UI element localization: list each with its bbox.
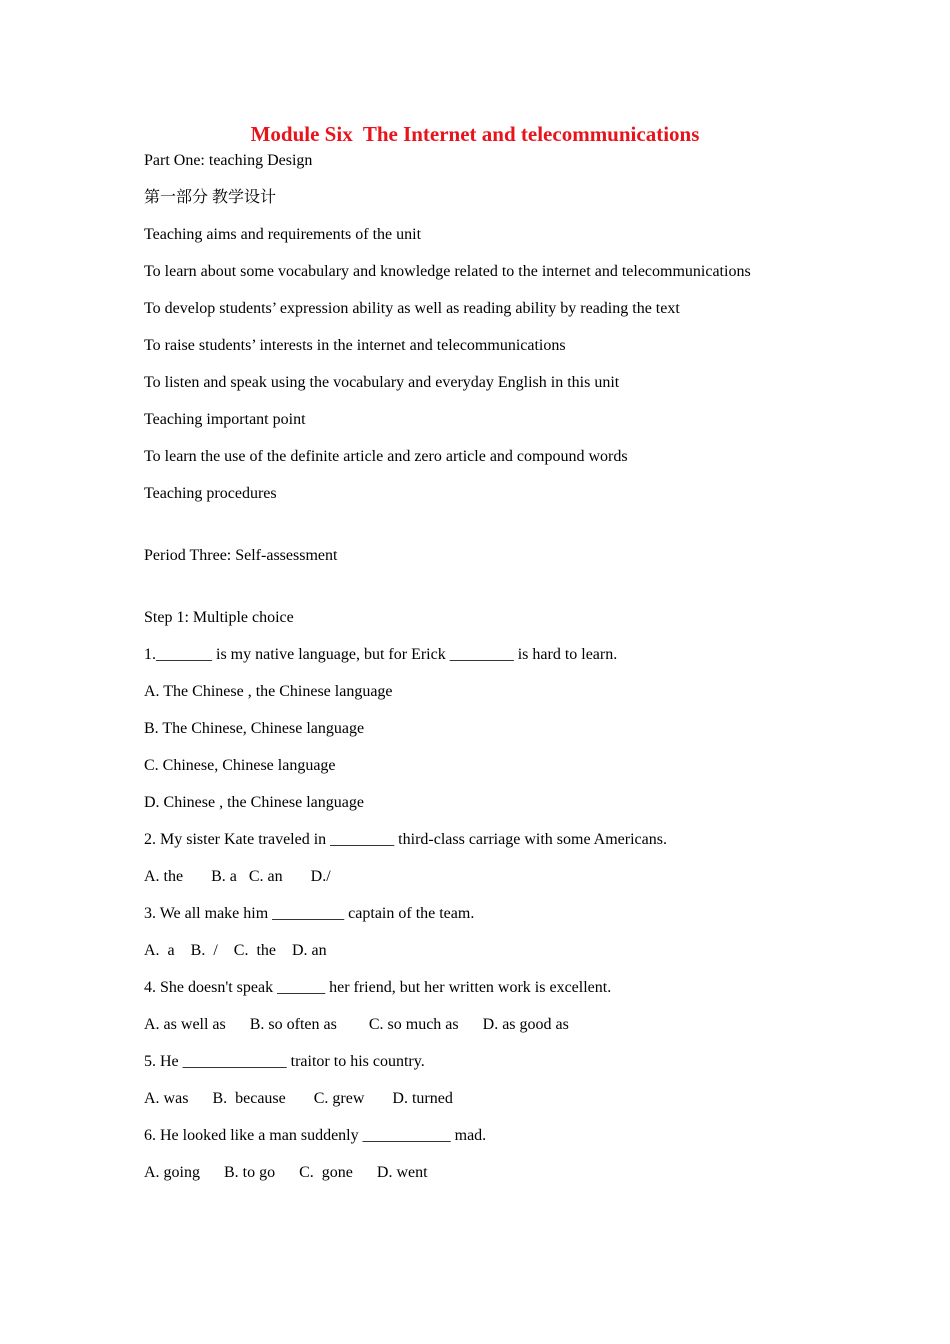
document-title: Module Six The Internet and telecommunications bbox=[250, 122, 700, 146]
question: 1._______ is my native language, but for Erick ________ is hard to learn. bbox=[144, 646, 618, 663]
question: 5. He _____________ traitor to his country. bbox=[144, 1053, 425, 1070]
text-line: To learn about some vocabulary and knowledge related to the internet and telecommunications bbox=[144, 263, 751, 280]
step-heading: Step 1: Multiple choice bbox=[144, 609, 294, 626]
text-line: To listen and speak using the vocabulary and everyday English in this unit bbox=[144, 374, 620, 391]
answer-options: A. going B. to go C. gone D. went bbox=[144, 1164, 428, 1181]
text-line: Teaching aims and requirements of the unit bbox=[144, 226, 422, 243]
answer-option: C. Chinese, Chinese language bbox=[144, 757, 336, 774]
answer-options: A. was B. because C. grew D. turned bbox=[144, 1090, 453, 1107]
answer-options: A. a B. / C. the D. an bbox=[144, 942, 327, 959]
answer-option: D. Chinese , the Chinese language bbox=[144, 794, 364, 811]
question: 6. He looked like a man suddenly ___________ mad. bbox=[144, 1127, 487, 1144]
section-heading-chinese: 第一部分 教学设计 bbox=[144, 189, 277, 206]
text-line: To learn the use of the definite article and zero article and compound words bbox=[144, 448, 628, 465]
text-line: Teaching important point bbox=[144, 411, 306, 428]
question: 3. We all make him _________ captain of the team. bbox=[144, 905, 475, 922]
answer-option: B. The Chinese, Chinese language bbox=[144, 720, 365, 737]
period-heading: Period Three: Self-assessment bbox=[144, 547, 338, 564]
answer-option: A. The Chinese , the Chinese language bbox=[144, 683, 393, 700]
question: 4. She doesn't speak ______ her friend, but her written work is excellent. bbox=[144, 979, 612, 996]
text-line: Teaching procedures bbox=[144, 485, 277, 502]
answer-options: A. the B. a C. an D./ bbox=[144, 868, 331, 885]
text-line: To raise students’ interests in the internet and telecommunications bbox=[144, 337, 566, 354]
text-line: To develop students’ expression ability as well as reading ability by reading the text bbox=[144, 300, 680, 317]
answer-options: A. as well as B. so often as C. so much as D. as good as bbox=[144, 1016, 569, 1033]
question: 2. My sister Kate traveled in ________ third-class carriage with some Americans. bbox=[144, 831, 667, 848]
section-heading: Part One: teaching Design bbox=[144, 152, 313, 169]
